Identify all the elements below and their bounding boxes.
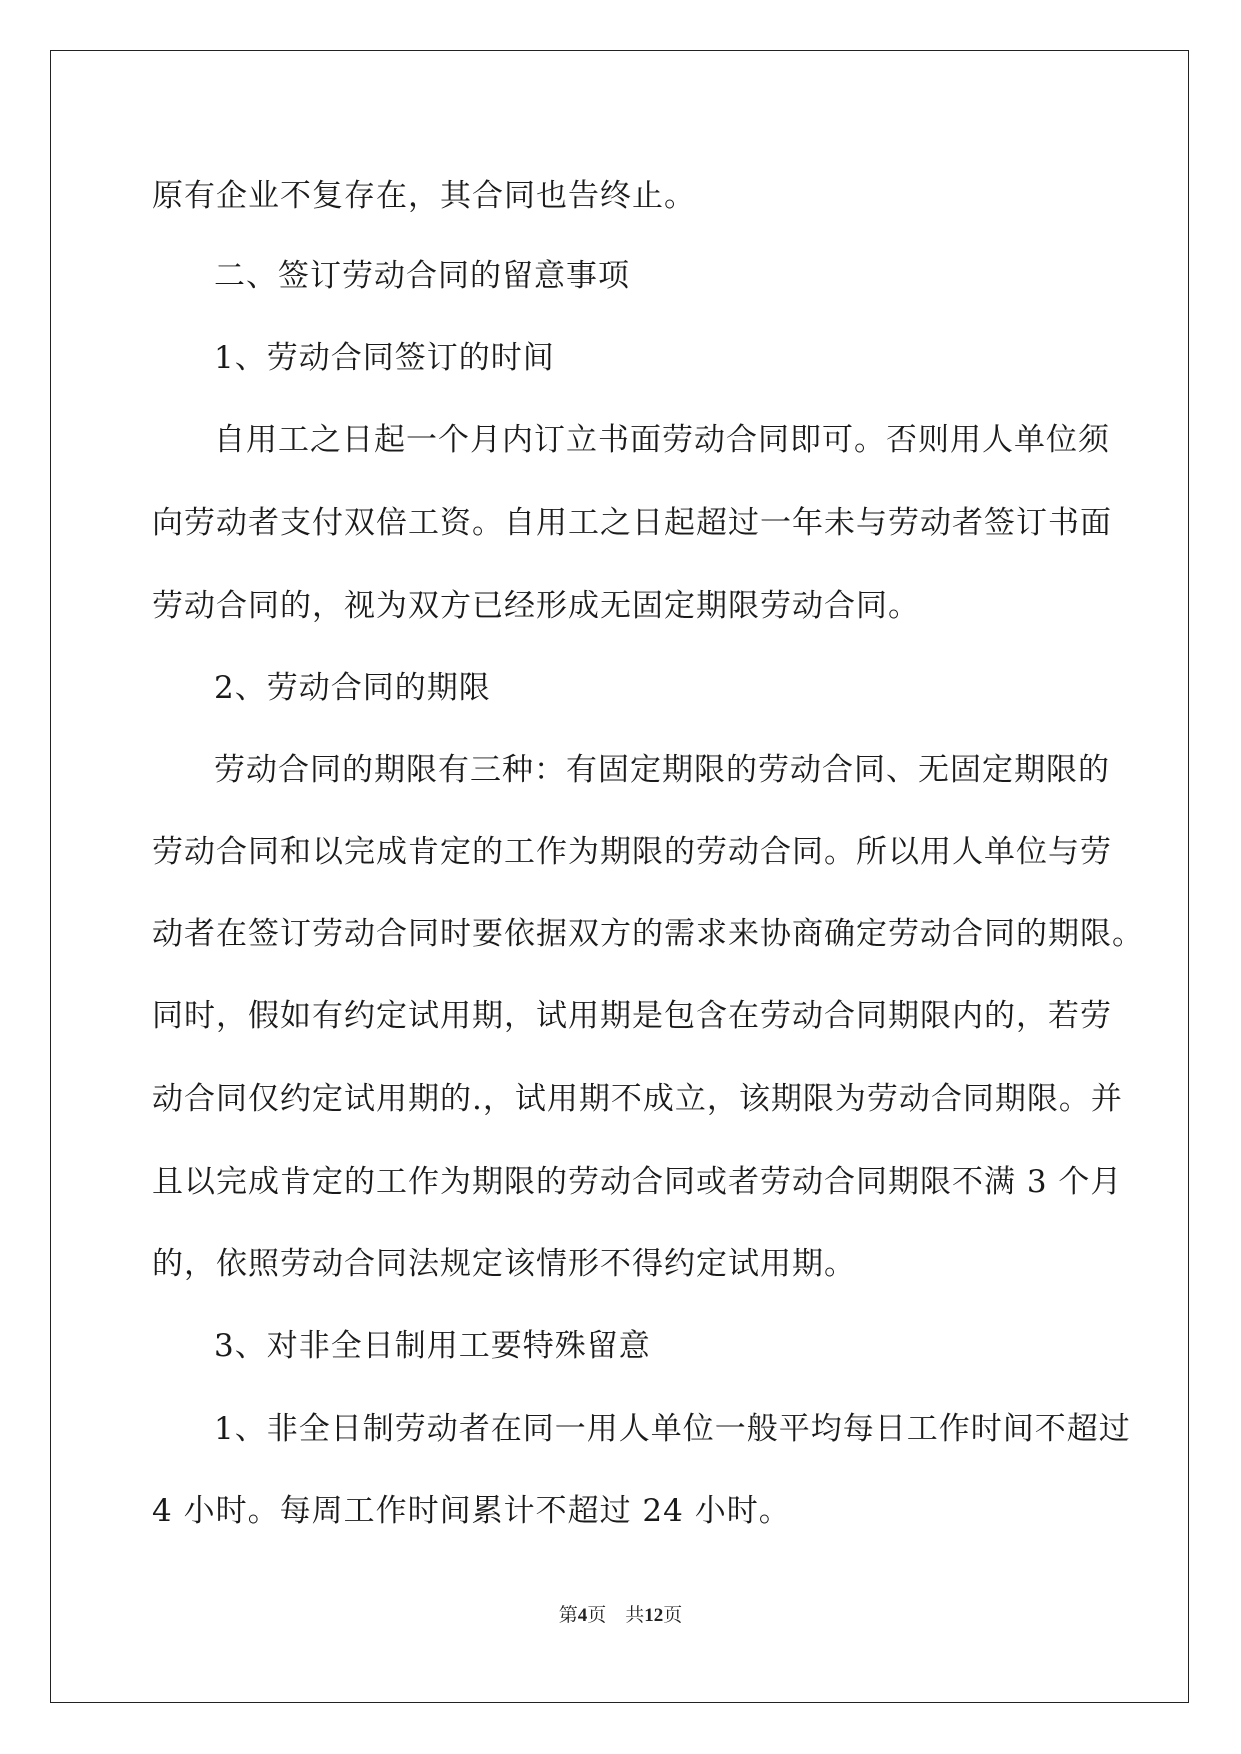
paragraph-line: 劳动合同的，视为双方已经形成无固定期限劳动合同。 <box>152 588 920 624</box>
paragraph-line: 动者在签订劳动合同时要依据双方的需求来协商确定劳动合同的期限。 <box>152 916 1144 952</box>
page-border <box>50 50 1189 1703</box>
paragraph-line: 4 小时。每周工作时间累计不超过 24 小时。 <box>152 1493 791 1529</box>
page-footer <box>0 1600 1241 1627</box>
paragraph-line: 的，依照劳动合同法规定该情形不得约定试用期。 <box>152 1246 856 1282</box>
paragraph-line: 动合同仅约定试用期的.，试用期不成立，该期限为劳动合同期限。并 <box>152 1081 1123 1117</box>
page-suffix: 页 <box>587 1605 607 1626</box>
paragraph-line: 原有企业不复存在，其合同也告终止。 <box>152 178 696 214</box>
paragraph-line: 向劳动者支付双倍工资。自用工之日起超过一年未与劳动者签订书面 <box>152 505 1112 541</box>
total-suffix: 页 <box>663 1605 683 1626</box>
paragraph-line: 劳动合同和以完成肯定的工作为期限的劳动合同。所以用人单位与劳 <box>152 834 1112 870</box>
paragraph-line: 自用工之日起一个月内订立书面劳动合同即可。否则用人单位须 <box>214 422 1110 458</box>
subsection-heading: 2、劳动合同的期限 <box>214 670 491 706</box>
subsection-heading: 3、对非全日制用工要特殊留意 <box>214 1328 651 1364</box>
total-pages: 12 <box>644 1605 664 1626</box>
page-number: 4 <box>577 1605 588 1626</box>
page-prefix: 第 <box>558 1605 578 1626</box>
subsection-heading: 1、劳动合同签订的时间 <box>214 340 555 376</box>
total-prefix: 共 <box>625 1605 645 1626</box>
section-heading: 二、签订劳动合同的留意事项 <box>214 258 630 294</box>
paragraph-line: 同时，假如有约定试用期，试用期是包含在劳动合同期限内的，若劳 <box>152 998 1112 1034</box>
paragraph-line: 劳动合同的期限有三种：有固定期限的劳动合同、无固定期限的 <box>214 752 1110 788</box>
paragraph-line: 1、非全日制劳动者在同一用人单位一般平均每日工作时间不超过 <box>214 1411 1131 1447</box>
paragraph-line: 且以完成肯定的工作为期限的劳动合同或者劳动合同期限不满 3 个月 <box>152 1164 1123 1200</box>
